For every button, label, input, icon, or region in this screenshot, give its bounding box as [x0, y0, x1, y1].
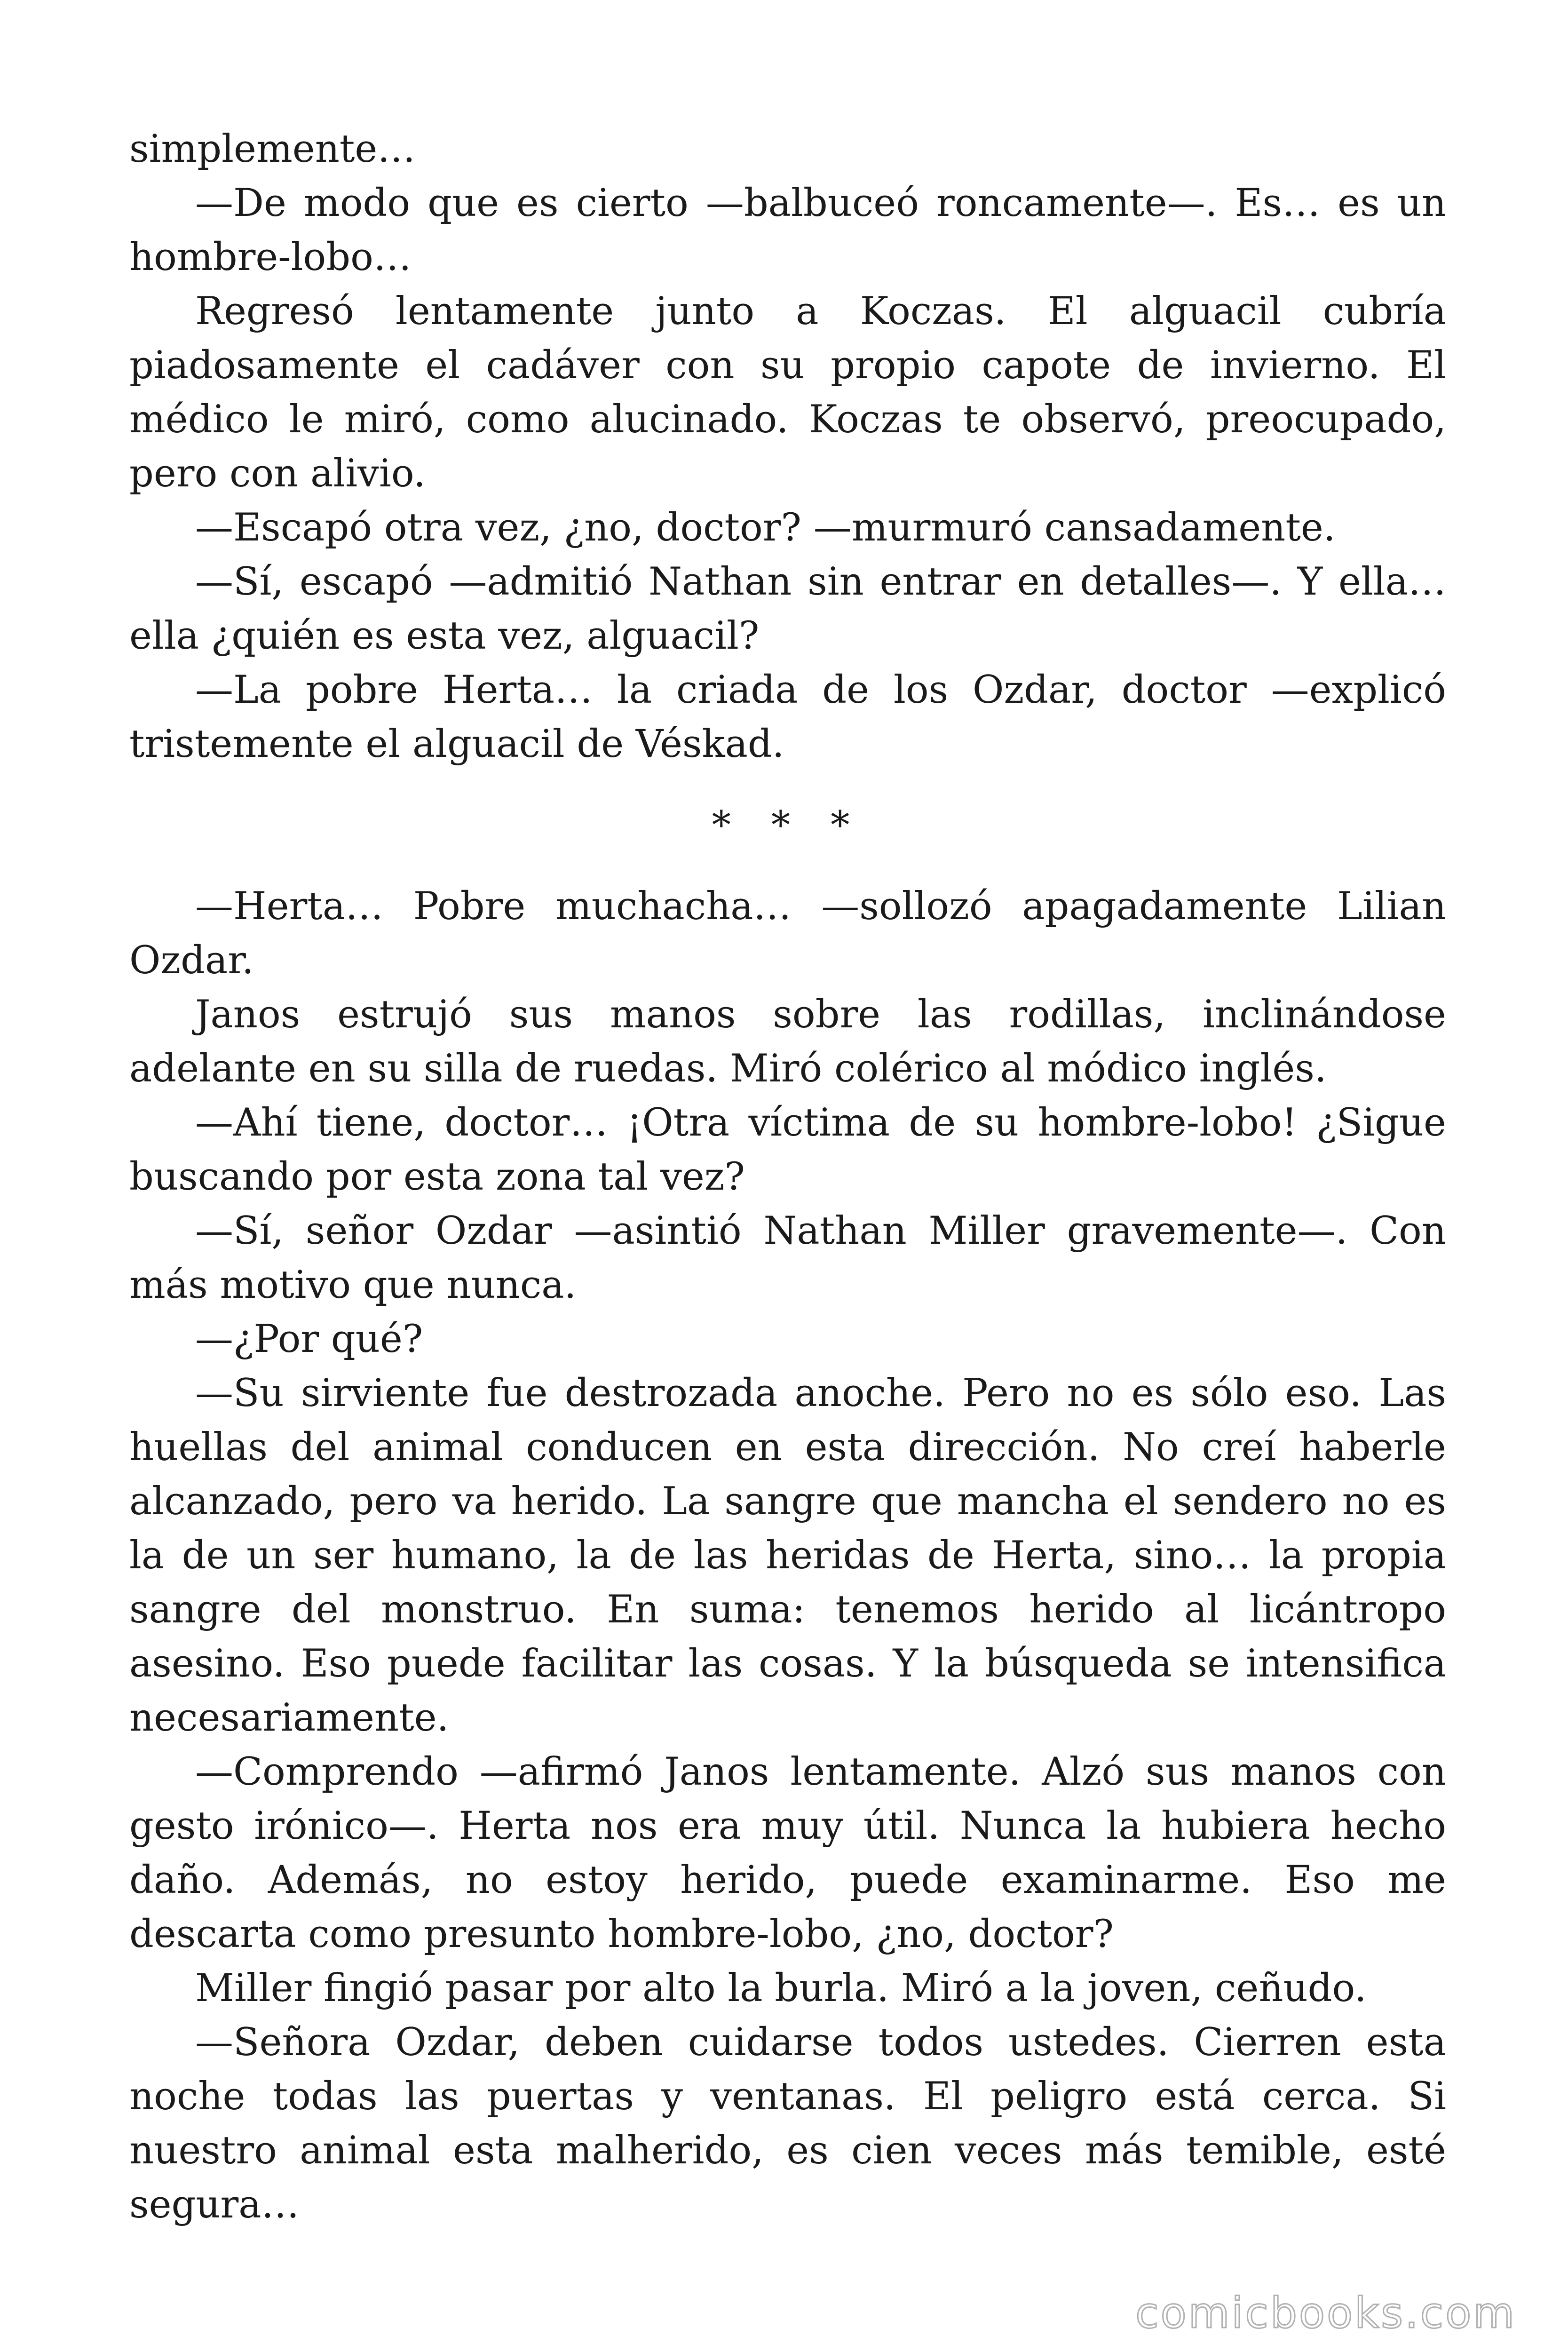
section-separator: * * * [712, 803, 864, 848]
paragraph: —Señora Ozdar, deben cuidarse todos ustedes. Cierren esta noche todas las puertas y ventanas. El peligro está cerca. Si nuestro animal esta malherido, es cien veces más temible, esté segura… [129, 2020, 1446, 2227]
paragraph: —La pobre Herta… la criada de los Ozdar, doctor —explicó tristemente el alguacil de Véskad. [129, 668, 1446, 766]
paragraph: —De modo que es cierto —balbuceó roncamente—. Es… es un hombre-lobo… [129, 181, 1446, 279]
paragraph: —Herta… Pobre muchacha… —sollozó apagadamente Lilian Ozdar. [129, 884, 1446, 983]
paragraph: —Sí, señor Ozdar —asintió Nathan Miller gravemente—. Con más motivo que nunca. [129, 1209, 1446, 1307]
paragraph: —Ahí tiene, doctor… ¡Otra víctima de su hombre-lobo! ¿Sigue buscando por esta zona tal vez? [129, 1101, 1446, 1199]
paragraph: —Escapó otra vez, ¿no, doctor? —murmuró cansadamente. [195, 506, 1336, 550]
paragraph: simplemente… [129, 127, 416, 171]
watermark: comicbooks.com [1135, 2288, 1516, 2338]
paragraph: Miller fingió pasar por alto la burla. Miró a la joven, ceñudo. [195, 1966, 1367, 2010]
page-text [129, 122, 1446, 2232]
paragraph: —¿Por qué? [195, 1317, 423, 1361]
paragraph: —Comprendo —afirmó Janos lentamente. Alzó sus manos con gesto irónico—. Herta nos era muy útil. Nunca la hubiera hecho daño. Además, no estoy herido, puede examinarme. Eso me descarta como presunto hombre-lobo, ¿no, doctor? [129, 1750, 1446, 1956]
paragraph: Janos estrujó sus manos sobre las rodillas, inclinándose adelante en su silla de ruedas. Miró colérico al módico inglés. [129, 993, 1446, 1091]
paragraph: Regresó lentamente junto a Koczas. El alguacil cubría piadosamente el cadáver con su propio capote de invierno. El médico le miró, como alucinado. Koczas te observó, preocupado, pero con alivio. [129, 289, 1446, 496]
paragraph: —Sí, escapó —admitió Nathan sin entrar en detalles—. Y ella… ella ¿quién es esta vez, alguacil? [129, 560, 1446, 658]
paragraph: —Su sirviente fue destrozada anoche. Pero no es sólo eso. Las huellas del animal conducen en esta dirección. No creí haberle alcanzado, pero va herido. La sangre que mancha el sendero no es la de un ser humano, la de las heridas de Herta, sino… la propia sangre del monstruo. En suma: tenemos herido al licántropo asesino. Eso puede facilitar las cosas. Y la búsqueda se intensifica necesariamente. [129, 1371, 1446, 1740]
